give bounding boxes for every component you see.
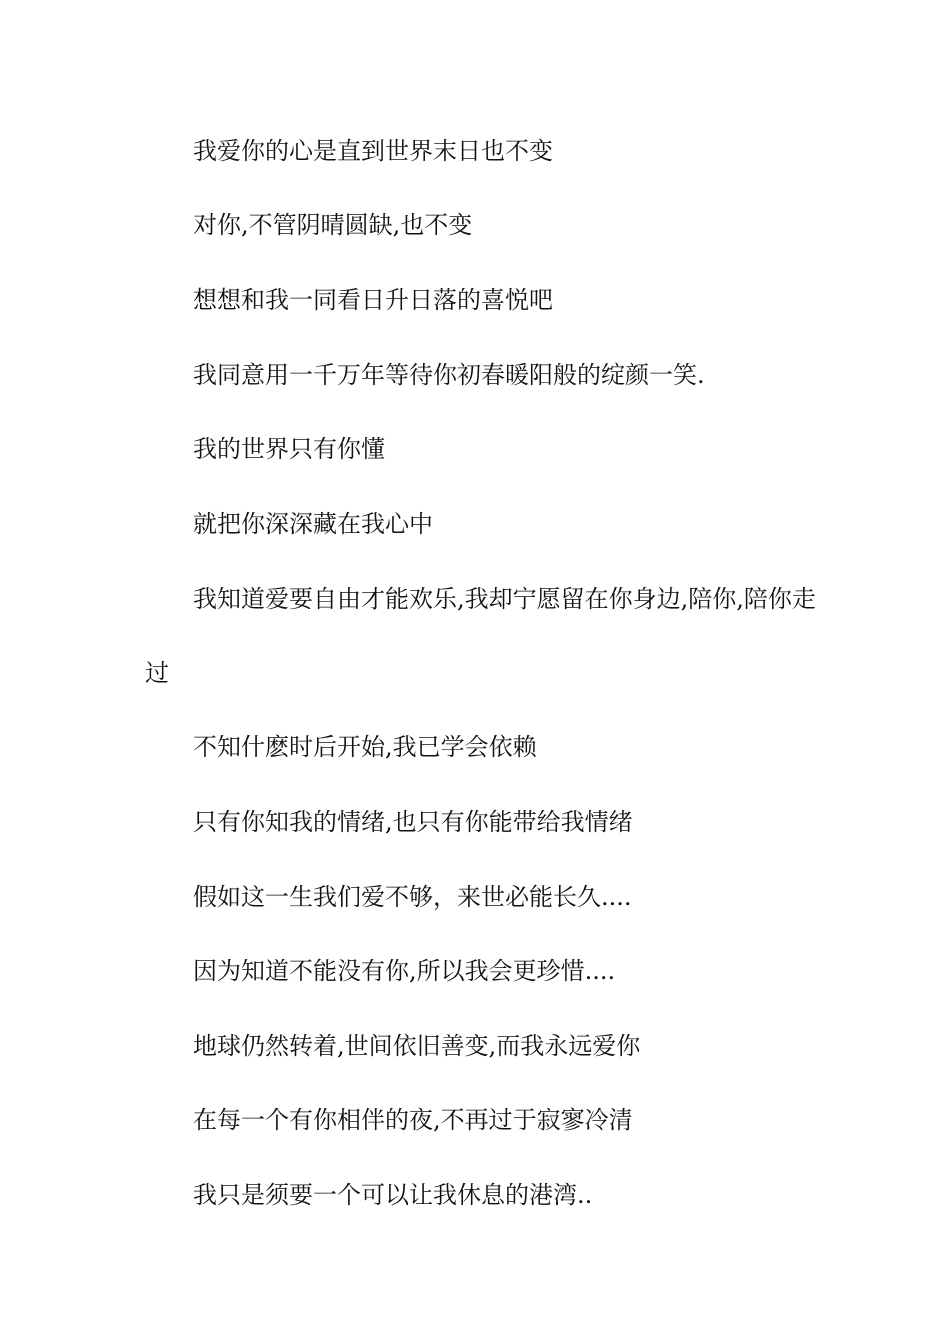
paragraph-6: 就把你深深藏在我心中 [193, 510, 433, 538]
paragraph-2: 对你,不管阴晴圆缺,也不变 [193, 211, 473, 239]
paragraph-11: 因为知道不能没有你,所以我会更珍惜.... [193, 957, 616, 985]
paragraph-9: 只有你知我的情绪,也只有你能带给我情绪 [193, 808, 633, 836]
paragraph-8: 不知什麽时后开始,我已学会依赖 [193, 733, 537, 761]
paragraph-4: 我同意用一千万年等待你初春暖阳般的绽颜一笑. [193, 361, 705, 389]
paragraph-14: 我只是须要一个可以让我休息的港湾.. [193, 1181, 593, 1209]
paragraph-1: 我爱你的心是直到世界末日也不变 [193, 137, 553, 165]
paragraph-13: 在每一个有你相伴的夜,不再过于寂寥冷清 [193, 1106, 633, 1134]
paragraph-3: 想想和我一同看日升日落的喜悦吧 [193, 286, 553, 314]
paragraph-7: 我知道爱要自由才能欢乐,我却宁愿留在你身边,陪你,陪你走过 [145, 585, 816, 687]
paragraph-12: 地球仍然转着,世间依旧善变,而我永远爱你 [193, 1032, 641, 1060]
paragraph-10: 假如这一生我们爱不够，来世必能长久.... [193, 883, 632, 911]
paragraph-5: 我的世界只有你懂 [193, 435, 385, 463]
